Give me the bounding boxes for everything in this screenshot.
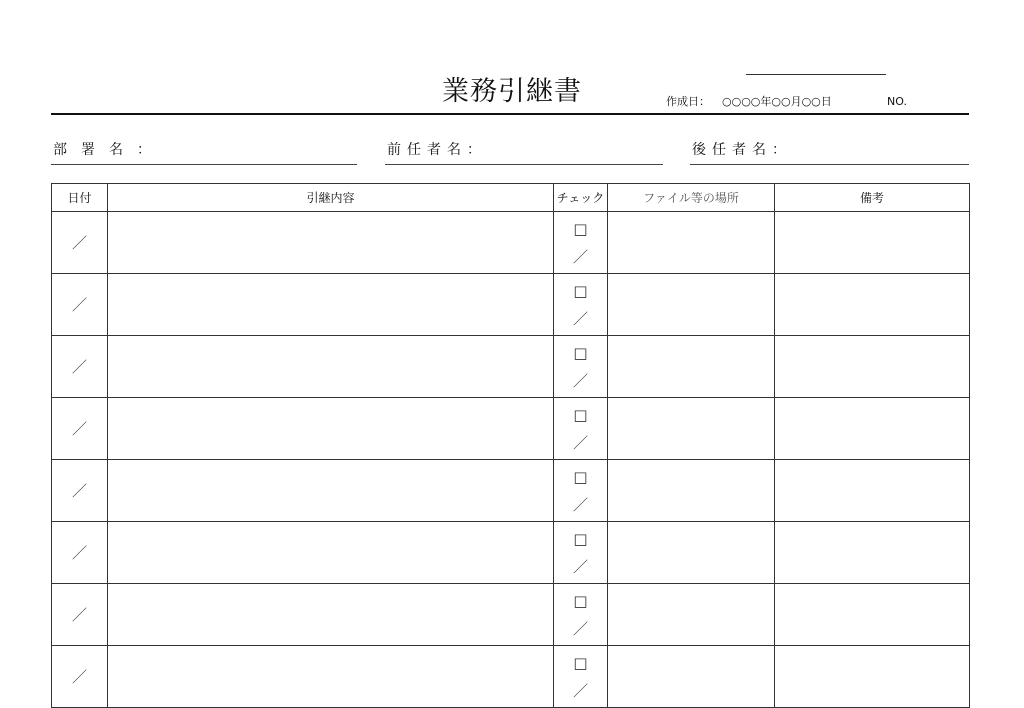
date-cell[interactable]: ／: [52, 460, 108, 522]
table-row: [52, 584, 970, 646]
check-cell[interactable]: [554, 460, 608, 522]
location-cell[interactable]: [608, 398, 775, 460]
handover-table: [51, 183, 970, 708]
table-body: [52, 212, 970, 708]
content-cell[interactable]: [108, 336, 554, 398]
remarks-cell[interactable]: [775, 522, 970, 584]
remarks-cell[interactable]: [775, 398, 970, 460]
header-date: 日付: [52, 184, 108, 212]
date-cell[interactable]: ／: [52, 522, 108, 584]
check-cell[interactable]: [554, 212, 608, 274]
checkbox[interactable]: □: [573, 343, 588, 362]
header-location: ファイル等の場所: [608, 184, 775, 212]
table-row: [52, 336, 970, 398]
table-row: [52, 460, 970, 522]
header-check: チェック: [554, 184, 608, 212]
predecessor-field[interactable]: [385, 140, 663, 165]
table-row: [52, 522, 970, 584]
content-cell[interactable]: [108, 646, 554, 708]
check-cell[interactable]: [554, 522, 608, 584]
date-cell[interactable]: ／: [52, 398, 108, 460]
check-date-slash: ／: [572, 433, 588, 452]
content-cell[interactable]: [108, 274, 554, 336]
content-cell[interactable]: [108, 212, 554, 274]
checkbox[interactable]: □: [573, 653, 588, 672]
created-date-value: ○○○○年○○月○○日: [722, 95, 832, 108]
content-cell[interactable]: [108, 460, 554, 522]
checkbox[interactable]: □: [573, 591, 588, 610]
table-row: [52, 646, 970, 708]
table-header-row: [52, 184, 970, 212]
document-title: 業務引継書: [442, 76, 582, 107]
created-date-label: 作成日：: [666, 95, 710, 108]
table-row: [52, 398, 970, 460]
checkbox[interactable]: □: [573, 405, 588, 424]
content-cell[interactable]: [108, 584, 554, 646]
check-cell[interactable]: [554, 646, 608, 708]
location-cell[interactable]: [608, 460, 775, 522]
number-label: NO.: [887, 95, 907, 108]
remarks-cell[interactable]: [775, 274, 970, 336]
location-cell[interactable]: [608, 584, 775, 646]
remarks-cell[interactable]: [775, 336, 970, 398]
header-remarks: 備考: [775, 184, 970, 212]
checkbox[interactable]: □: [573, 467, 588, 486]
remarks-cell[interactable]: [775, 584, 970, 646]
date-cell[interactable]: ／: [52, 212, 108, 274]
successor-field[interactable]: [690, 140, 969, 165]
check-cell[interactable]: [554, 274, 608, 336]
location-cell[interactable]: [608, 522, 775, 584]
check-date-slash: ／: [572, 681, 588, 700]
check-date-slash: ／: [572, 371, 588, 390]
content-cell[interactable]: [108, 522, 554, 584]
table-row: [52, 212, 970, 274]
check-cell[interactable]: [554, 584, 608, 646]
table-row: [52, 274, 970, 336]
content-cell[interactable]: [108, 398, 554, 460]
check-date-slash: ／: [572, 619, 588, 638]
location-cell[interactable]: [608, 212, 775, 274]
header-rule: [51, 113, 969, 115]
department-field[interactable]: [51, 140, 357, 165]
remarks-cell[interactable]: [775, 646, 970, 708]
check-date-slash: ／: [572, 557, 588, 576]
date-cell[interactable]: ／: [52, 336, 108, 398]
department-label: 部署名：: [53, 142, 165, 158]
location-cell[interactable]: [608, 336, 775, 398]
checkbox[interactable]: □: [573, 529, 588, 548]
check-date-slash: ／: [572, 247, 588, 266]
date-cell[interactable]: ／: [52, 646, 108, 708]
check-cell[interactable]: [554, 398, 608, 460]
checkbox[interactable]: □: [573, 281, 588, 300]
remarks-cell[interactable]: [775, 460, 970, 522]
location-cell[interactable]: [608, 274, 775, 336]
check-date-slash: ／: [572, 309, 588, 328]
header-content: 引継内容: [108, 184, 554, 212]
check-date-slash: ／: [572, 495, 588, 514]
predecessor-label: 前任者名：: [387, 142, 487, 158]
checkbox[interactable]: □: [573, 219, 588, 238]
date-cell[interactable]: ／: [52, 274, 108, 336]
date-cell[interactable]: ／: [52, 584, 108, 646]
check-cell[interactable]: [554, 336, 608, 398]
successor-label: 後任者名：: [692, 142, 792, 158]
location-cell[interactable]: [608, 646, 775, 708]
remarks-cell[interactable]: [775, 212, 970, 274]
